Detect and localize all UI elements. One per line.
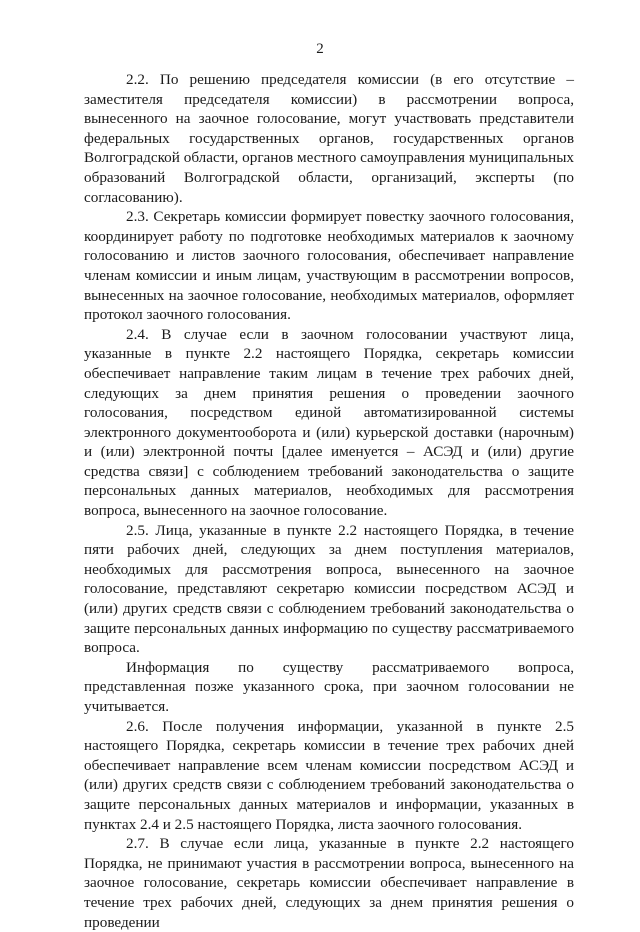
paragraph-info-note: Информация по существу рассматриваемого вопроса, представленная позже указанного срока, при заочном голосовании не учитывается. (84, 658, 574, 715)
document-body (84, 70, 574, 932)
paragraph-2-3: 2.3. Секретарь комиссии формирует повестку заочного голосования, координирует работу по подготовке необходимых материалов к заочному голосованию и листов заочного голосования, обеспечивает направление членам комиссии и иным лицам, участвующим в рассмотрении вопросов, вынесенных на заочное голосование, необходимых материалов, оформляет протокол заочного голосования. (84, 208, 574, 324)
page-number: 2 (316, 41, 324, 57)
paragraph-2-6: 2.6. После получения информации, указанной в пункте 2.5 настоящего Порядка, секретарь комиссии в течение трех рабочих дней обеспечивает направление всем членам комиссии посредством АСЭД и (или) других средств связи с соблюдением требований законодательства о защите персональных данных материалов и информации, указанных в пунктах 2.4 и 2.5 настоящего Порядка, листа заочного голосования. (84, 717, 574, 833)
paragraph-2-5: 2.5. Лица, указанные в пункте 2.2 настоящего Порядка, в течение пяти рабочих дней, следующих за днем поступления материалов, необходимых для рассмотрения вопроса, вынесенного на заочное голосование, представляют секретарю комиссии посредством АСЭД и (или) других средств связи с соблюдением требований законодательства о защите персональных данных информацию по существу рассматриваемого вопроса. (84, 521, 574, 657)
paragraph-2-7: 2.7. В случае если лица, указанные в пункте 2.2 настоящего Порядка, не принимают участия в рассмотрении вопроса, вынесенного на заочное голосование, секретарь комиссии обеспечивает направление в течение трех рабочих дней, следующих за днем принятия решения о проведении (84, 835, 574, 931)
paragraph-2-4: 2.4. В случае если в заочном голосовании участвуют лица, указанные в пункте 2.2 настоящего Порядка, секретарь комиссии обеспечивает направление таким лицам в течение трех рабочих дней, следующих за днем принятия решения о проведении заочного голосования, посредством единой автоматизированной системы электронного документооборота и (или) курьерской доставки (нарочным) и (или) электронной почты [далее именуется – АСЭД и (или) другие средства связи] с соблюдением требований законодательства о защите персональных данных материалов, необходимых для рассмотрения вопроса, вынесенного на заочное голосование. (84, 325, 574, 520)
paragraph-2-2: 2.2. По решению председателя комиссии (в его отсутствие – заместителя председателя комиссии) в рассмотрении вопроса, вынесенного на заочное голосование, могут участвовать представители федеральных государственных органов, государственных органов Волгоградской области, органов местного самоуправления муниципальных образований Волгоградской области, организаций, эксперты (по согласованию). (84, 71, 574, 206)
